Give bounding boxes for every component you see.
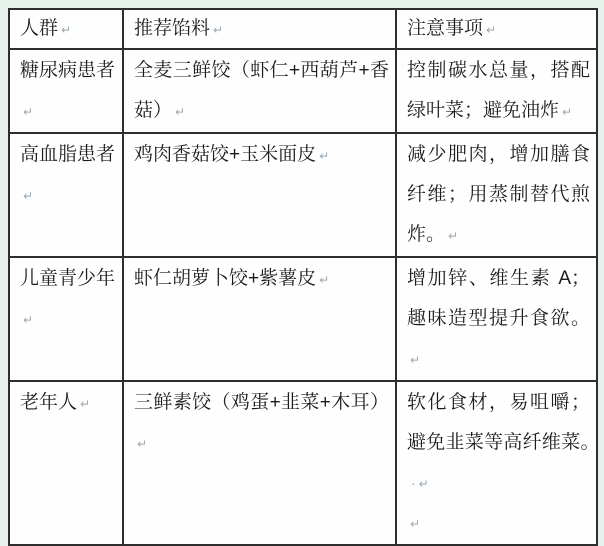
notes-text: 控制碳水总量，搭配绿叶菜；避免油炸 [407, 60, 590, 121]
filling-text: 三鲜素饺（鸡蛋+韭菜+木耳） [134, 392, 389, 413]
cell-group[interactable] [9, 133, 123, 257]
table-row-elderly [9, 381, 597, 545]
table-row-diabetic [9, 49, 597, 133]
paragraph-mark: ↵ [23, 189, 34, 203]
group-text: 高血脂患者 [20, 144, 116, 165]
column-header-group-label: 人群 [20, 18, 59, 39]
cell-group[interactable] [9, 257, 123, 381]
paragraph-mark: ↵ [319, 149, 330, 163]
table-row-hyperlipidemia [9, 133, 597, 257]
column-header-notes[interactable] [396, 9, 597, 49]
notes-text: 减少肥肉，增加膳食纤维；用蒸制替代煎炸。 [407, 144, 590, 245]
paragraph-mark: ↵ [213, 23, 224, 37]
space-dot-mark: · [411, 475, 416, 491]
cell-filling[interactable] [123, 257, 396, 381]
column-header-group[interactable] [9, 9, 123, 49]
cell-notes[interactable] [396, 381, 597, 545]
notes-text: 软化食材，易咀嚼；避免韭菜等高纤维菜。 [407, 392, 590, 453]
column-header-notes-label: 注意事项 [407, 18, 484, 39]
group-text: 儿童青少年 [20, 268, 116, 289]
filling-text: 虾仁胡萝卜饺+紫薯皮 [134, 268, 317, 289]
cell-group[interactable] [9, 381, 123, 545]
filling-text: 鸡肉香菇饺+玉米面皮 [134, 144, 317, 165]
meal-recommendation-table [8, 8, 598, 546]
cell-notes[interactable] [396, 49, 597, 133]
cell-notes[interactable] [396, 257, 597, 381]
cell-notes[interactable] [396, 133, 597, 257]
paragraph-mark: ↵ [410, 517, 421, 531]
column-header-filling[interactable] [123, 9, 396, 49]
cell-filling[interactable] [123, 49, 396, 133]
group-text: 老年人 [20, 392, 78, 413]
cell-group[interactable] [9, 49, 123, 133]
cell-filling[interactable] [123, 133, 396, 257]
paragraph-mark: ↵ [61, 23, 72, 37]
paragraph-mark: ↵ [175, 105, 186, 119]
notes-text: 增加锌、维生素 A；趣味造型提升食欲。 [407, 268, 590, 329]
paragraph-mark: ↵ [562, 105, 573, 119]
paragraph-mark: ↵ [23, 105, 34, 119]
table-header-row [9, 9, 597, 49]
cell-filling[interactable] [123, 381, 396, 545]
paragraph-mark: ↵ [80, 397, 91, 411]
paragraph-mark: ↵ [23, 313, 34, 327]
column-header-filling-label: 推荐馅料 [134, 18, 211, 39]
table-row-children [9, 257, 597, 381]
group-text: 糖尿病患者 [20, 60, 116, 81]
paragraph-mark: ↵ [319, 273, 330, 287]
paragraph-mark: ↵ [410, 353, 421, 367]
paragraph-mark: ↵ [137, 437, 148, 451]
paragraph-mark: ↵ [486, 23, 497, 37]
filling-text: 全麦三鲜饺（虾仁+西葫芦+香菇） [134, 60, 389, 121]
paragraph-mark: ↵ [418, 477, 429, 491]
paragraph-mark: ↵ [448, 229, 459, 243]
